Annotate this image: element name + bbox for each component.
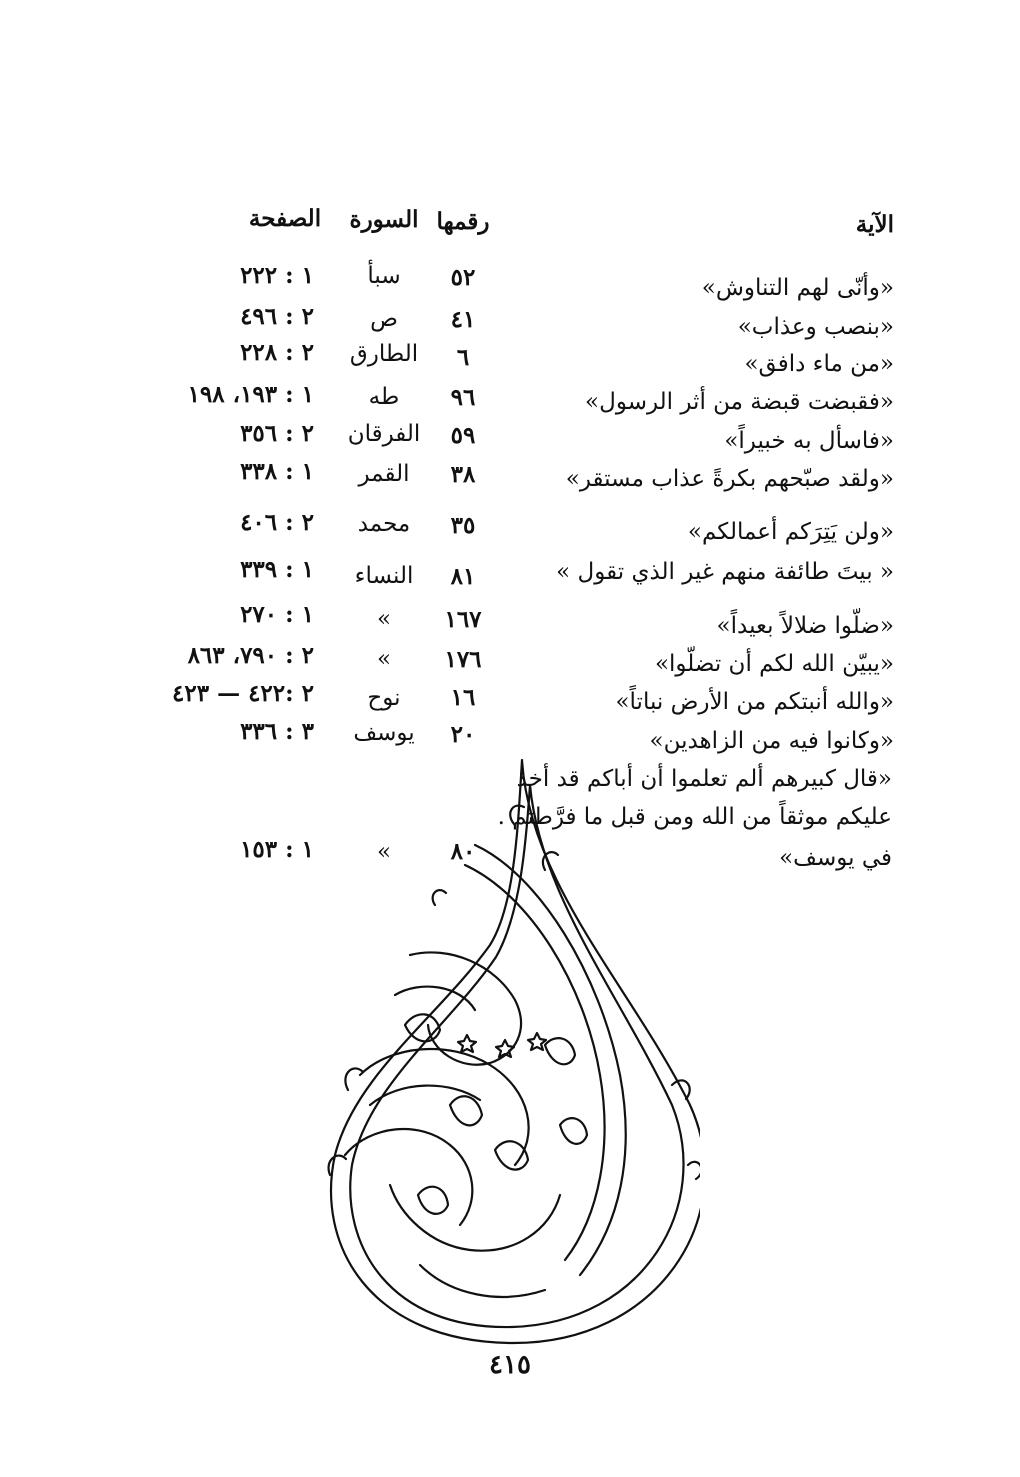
page-ref: ٢ : ٣٥٦ xyxy=(240,420,314,447)
page-ref: ١ : ٢٧٠ xyxy=(240,601,314,628)
surah-name: الطارق xyxy=(349,341,419,367)
surah-name: يوسف xyxy=(353,720,415,746)
surah-name: سبأ xyxy=(367,263,401,289)
surah-name: النساء xyxy=(354,563,414,589)
page-ref: ١ : ٣٣٨ xyxy=(240,458,314,485)
ayah-text: « بيتَ طائفة منهم غير الذي تقول » xyxy=(556,559,894,585)
surah-name: الفرقان xyxy=(347,421,421,447)
ayah-number: ٥٢ xyxy=(450,264,476,291)
ayah-text: «بنصب وعذاب» xyxy=(737,314,894,340)
ayah-text: «يبيّن الله لكم أن تضلّوا» xyxy=(654,651,894,677)
ayah-text-line-1: «قال كبيرهم ألم تعلموا أن أباكم قد أخذ xyxy=(516,766,892,792)
ayah-number: ١٦ xyxy=(450,684,476,711)
page-ref: ١ : ١٥٣ xyxy=(240,836,314,863)
surah-name: طه xyxy=(368,384,400,410)
ayah-text: «ولقد صبّحهم بكرةً عذاب مستقر» xyxy=(565,466,894,492)
surah-name: محمد xyxy=(357,511,411,537)
ayah-number: ١٧٦ xyxy=(444,646,482,673)
ayah-text: «من ماء دافق» xyxy=(744,351,894,377)
surah-name: » xyxy=(376,646,392,672)
page-number: ٤١٥ xyxy=(489,1350,531,1380)
ayah-number: ٥٩ xyxy=(450,422,476,449)
ayah-text: «وأنّى لهم التناوش» xyxy=(701,275,894,301)
ayah-text: «فاسأل به خبيراً» xyxy=(724,428,894,454)
ayah-text: «ولن يَتِرَكم أعمالكم» xyxy=(687,519,894,545)
calligraphy-emblem-icon xyxy=(300,745,700,1355)
ayah-number: ٦ xyxy=(456,344,470,371)
ayah-number: ٢٠ xyxy=(450,721,476,748)
page-ref: ٢ : ٤٠٦ xyxy=(240,509,314,536)
surah-name: » xyxy=(376,606,392,632)
ayah-number: ٨٠ xyxy=(450,838,476,865)
surah-name: » xyxy=(376,839,392,865)
header-page: الصفحة xyxy=(248,205,322,232)
ayah-number: ٣٨ xyxy=(450,461,476,488)
ayah-text-line-2: عليكم موثقاً من الله ومن قبل ما فرَّطتم . xyxy=(497,804,892,830)
ayah-text: «ضلّوا ضلالاً بعيداً» xyxy=(716,613,894,639)
page-ref: ٣ : ٣٣٦ xyxy=(240,718,314,745)
ayah-number: ٣٥ xyxy=(450,512,476,539)
page-ref: ٢ : ٤٩٦ xyxy=(240,303,314,330)
ayah-text: «فقبضت قبضة من أثر الرسول» xyxy=(585,389,894,415)
ayah-text: «والله أنبتكم من الأرض نباتاً» xyxy=(615,689,894,715)
surah-name: القمر xyxy=(358,461,410,487)
ayah-number: ٤١ xyxy=(450,306,476,333)
page-ref: ٢ : ٧٩٠، ٨٦٣ xyxy=(187,642,314,669)
ayah-text: «وكانوا فيه من الزاهدين» xyxy=(649,728,894,754)
header-ayah: الآية xyxy=(855,211,894,238)
header-surah: السورة xyxy=(349,206,419,233)
page-ref: ٢ : ٢٢٨ xyxy=(240,339,314,366)
page-ref: ١ : ٣٣٩ xyxy=(240,556,314,583)
page-ref: ١ : ٢٢٢ xyxy=(240,262,314,289)
ayah-number: ٨١ xyxy=(450,563,476,590)
header-number: رقمها xyxy=(436,208,490,235)
surah-name: نوح xyxy=(367,685,401,711)
ayah-number: ٩٦ xyxy=(450,384,476,411)
ayah-number: ١٦٧ xyxy=(444,606,482,633)
page-ref: ١ : ١٩٣، ١٩٨ xyxy=(187,381,314,408)
surah-name: ص xyxy=(370,306,398,332)
page-ref: ٢ :٤٢٢ — ٤٢٣ xyxy=(172,680,314,707)
ayah-text-line-3: في يوسف» xyxy=(779,845,892,871)
